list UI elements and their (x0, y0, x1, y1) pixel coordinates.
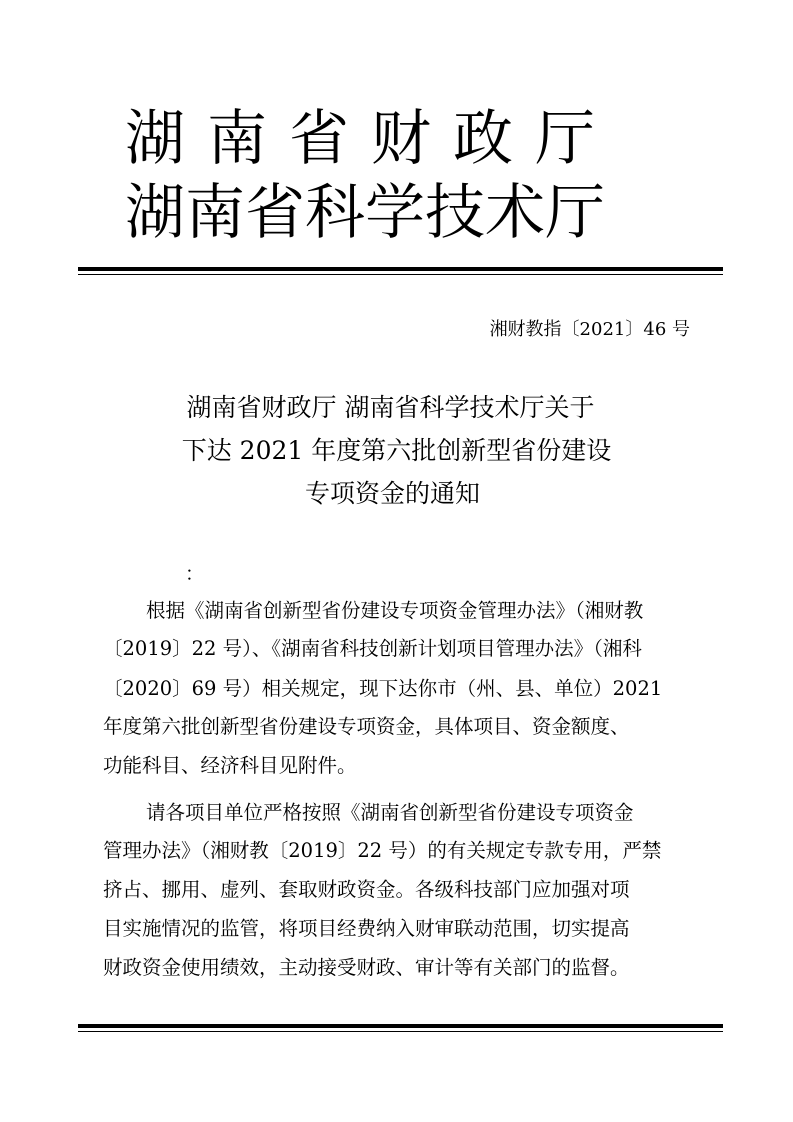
footer-rule-thick (78, 1024, 723, 1028)
body-line: 挤占、挪用、虚列、套取财政资金。各级科技部门应加强对项 (103, 878, 630, 901)
body-line: 管理办法》（湘财教〔2019〕22 号）的有关规定专款专用，严禁 (103, 839, 662, 862)
document-number: 湘财教指〔2021〕46 号 (489, 319, 690, 340)
body-line: 财政资金使用绩效，主动接受财政、审计等有关部门的监督。 (103, 956, 630, 979)
letterhead-rule-thick (78, 267, 723, 271)
letterhead-line-science-dept: 湖南省科学技术厅 (125, 178, 605, 248)
body-line: 目实施情况的监管，将项目经费纳入财审联动范围，切实提高 (103, 917, 630, 940)
title-line-1: 湖南省财政厅 湖南省科学技术厅关于 (186, 393, 595, 422)
letterhead-rule-thin (78, 274, 723, 275)
title-line-2: 下达 2021 年度第六批创新型省份建设 (181, 436, 612, 465)
body-line: 根据《湖南省创新型省份建设专项资金管理办法》（湘财教 (146, 599, 644, 622)
title-line-3: 专项资金的通知 (304, 479, 480, 508)
body-line: 〔2020〕69 号）相关规定，现下达你市（州、县、单位）2021 (103, 677, 663, 700)
footer-rule-thin (78, 1031, 723, 1032)
body-line: 请各项目单位严格按照《湖南省创新型省份建设专项资金 (146, 801, 634, 824)
body-line: 年度第六批创新型省份建设专项资金，具体项目、资金额度、 (103, 715, 630, 738)
body-line: 〔2019〕22 号）、《湖南省科技创新计划项目管理办法》（湘科 (103, 637, 642, 660)
salutation: ： (185, 563, 205, 585)
body-line: 功能科目、经济科目见附件。 (103, 754, 357, 777)
letterhead-line-finance-dept: 湖南省财政厅 (125, 104, 617, 174)
